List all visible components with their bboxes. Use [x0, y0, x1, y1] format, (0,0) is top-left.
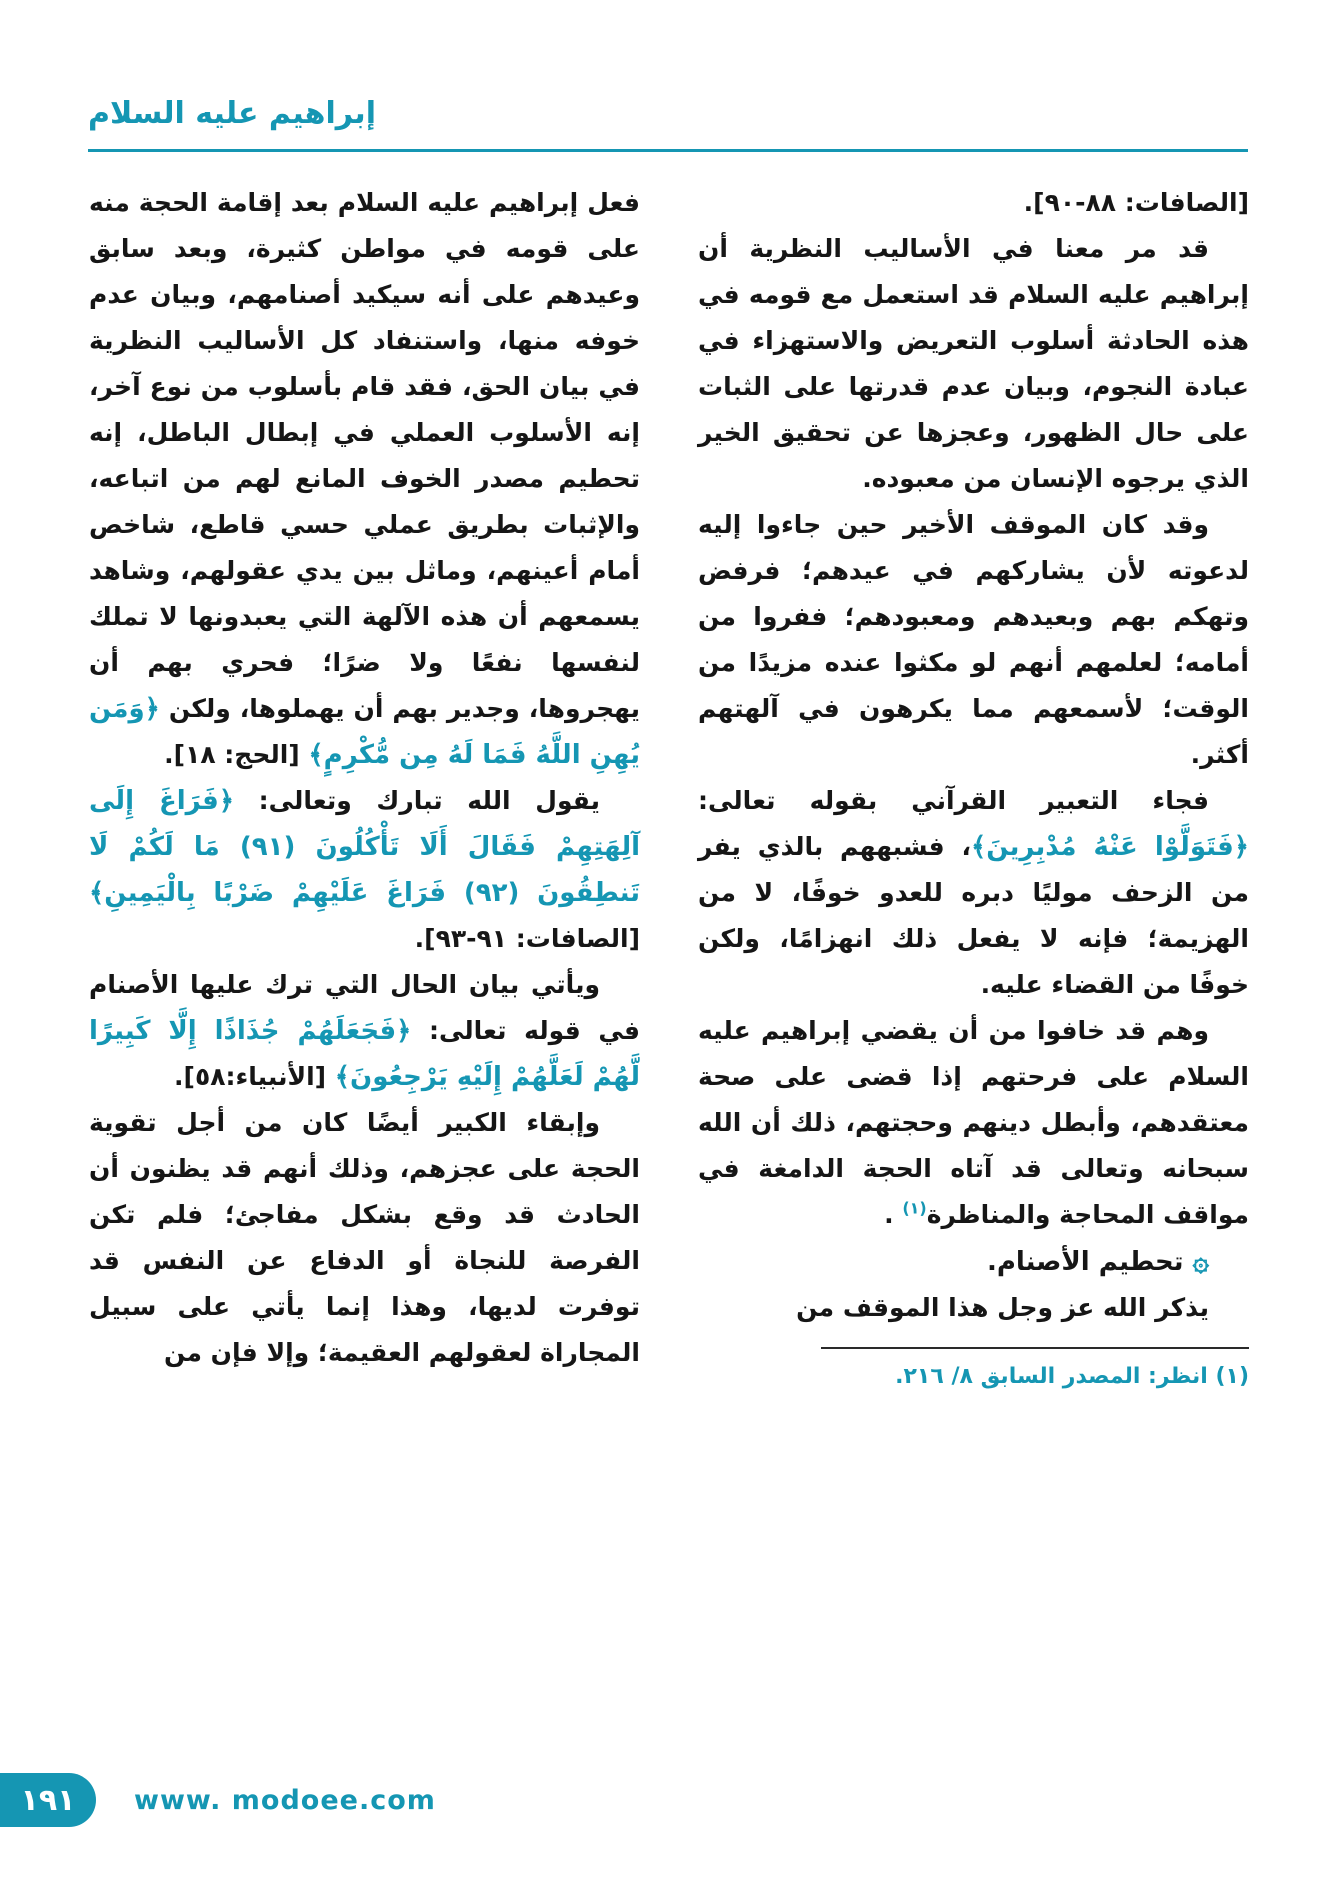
text-run: يذكر الله عز وجل هذا الموقف من — [796, 1293, 1209, 1322]
page-number: ١٩١ — [20, 1782, 76, 1818]
page-content — [79, 180, 1249, 1395]
verse-reference: [الأنبياء:٥٨]. — [174, 1062, 335, 1091]
paragraph — [79, 180, 640, 778]
chapter-title-calligraphy: إبراهيم عليه السلام — [88, 96, 376, 131]
section-heading — [698, 1238, 1249, 1285]
website-text: www. modoee.com — [134, 1784, 436, 1816]
text-run: وهم قد خافوا من أن يقضي إبراهيم عليه السلام على فرحتهم إذا قضى على صحة معتقدهم، وأبطل دينهم وحجتهم، ذلك أن الله سبحانه وتعالى قد آتاه الحجة الدامغة في مواقف المحاجة والمناظرة — [689, 1016, 1249, 1229]
paragraph — [698, 180, 1249, 226]
paragraph — [79, 962, 640, 1100]
text-run: تحطيم الأصنام. — [986, 1247, 1193, 1277]
text-run: قد مر معنا في الأساليب النظرية أن إبراهيم عليه السلام قد استعمل مع قومه في هذه الحادثة أسلوب التعريض والاستهزاء في عبادة النجوم، وبيان عدم قدرتها على الثبات على حال الظهور، وعجزها عن تحقيق الخير الذي يرجوه الإنسان من معبوده. — [689, 234, 1249, 493]
paragraph — [689, 778, 1249, 1008]
paragraph — [689, 226, 1249, 502]
verse-reference: [الصافات: ٨٨-٩٠]. — [1023, 188, 1249, 217]
text-run: فعل إبراهيم عليه السلام بعد إقامة الحجة منه على قومه في مواطن كثيرة، وبعد سابق وعيدهم على أنه سيكيد أصنامهم، وبيان عدم خوفه منها، واستنفاد كل الأساليب النظرية في بيان الحق، فقد قام بأسلوب من نوع آخر، إنه الأسلوب العملي في إبطال الباطل، إنه تحطيم مصدر الخوف المانع لهم من اتباعه، والإثبات بطريق عملي حسي قاطع، شاخص أمام أعينهم، وماثل بين يدي عقولهم، وشاهد يسمعهم أن هذه الآلهة التي يعبدونها لا تملك لنفسها نفعًا ولا ضرًا؛ فحري بهم أن يهجروها، وجدير بهم أن يهملوها، ولكن — [80, 188, 640, 723]
footnote-marker: (١) — [902, 1198, 927, 1218]
text-run: ، فشبههم بالذي يفر من الزحف موليًا دبره للعدو خوفًا، لا من الهزيمة؛ فإنه لا يفعل ذلك انهزامًا، ولكن خوفًا من القضاء عليه. — [689, 832, 1249, 999]
text-run: يقول الله تبارك وتعالى: — [234, 786, 600, 815]
header-divider — [88, 149, 1248, 152]
quran-verse: ﴿فَجَعَلَهُمْ جُذَاذًا إِلَّا كَبِيرًا لَّهُمْ لَعَلَّهُمْ إِلَيْهِ يَرْجِعُونَ﴾ — [79, 1016, 640, 1092]
text-run: فجاء التعبير القرآني بقوله تعالى: — [689, 786, 1209, 815]
left-column — [79, 180, 640, 1395]
page-footer — [0, 1773, 436, 1827]
right-column — [689, 180, 1249, 1395]
quran-verse: ﴿فَرَاغَ إِلَى آلِهَتِهِمْ فَقَالَ أَلَا تَأْكُلُونَ (٩١) مَا لَكُمْ لَا تَنطِقُونَ (٩٢) فَرَاغَ عَلَيْهِمْ ضَرْبًا بِالْيَمِينِ﴾ — [79, 786, 640, 908]
quran-verse: ﴿فَتَوَلَّوْا عَنْهُ مُدْبِرِينَ﴾ — [970, 832, 1249, 862]
paragraph — [689, 1008, 1249, 1238]
paragraph — [689, 502, 1249, 778]
footnote-number: (١) — [1207, 1364, 1249, 1389]
footnote — [698, 1359, 1249, 1395]
verse-reference: [الحج: ١٨]. — [164, 740, 309, 769]
text-run: ويأتي بيان الحال التي ترك عليها الأصنام في قوله تعالى: — [80, 970, 640, 1045]
footnote-text: انظر: المصدر السابق ٨/ ٢١٦. — [895, 1364, 1208, 1389]
quran-verse: ﴿وَمَن يُهِنِ اللَّهُ فَمَا لَهُ مِن مُّكْرِمٍ﴾ — [79, 694, 640, 770]
page-number-badge — [0, 1773, 96, 1827]
footnote-area — [698, 1347, 1249, 1395]
text-run: وقد كان الموقف الأخير حين جاءوا إليه لدعوته لأن يشاركهم في عيدهم؛ فرفض وتهكم بهم وبعيدهم ومعبودهم؛ ففروا من أمامه؛ لعلمهم أنهم لو مكثوا عنده مزيدًا من الوقت؛ لأسمعهم مما يكرهون في آلهتهم أكثر. — [689, 510, 1249, 769]
footnote-separator — [821, 1347, 1249, 1349]
text-run: وإبقاء الكبير أيضًا كان من أجل تقوية الحجة على عجزهم، وذلك أنهم قد يظنون أن الحادث قد وقع بشكل مفاجئ؛ فلم تكن الفرصة للنجاة أو الدفاع عن النفس قد توفرت لديها، وهذا إنما يأتي على سبيل المجاراة لعقولهم العقيمة؛ وإلا فإن من — [80, 1108, 640, 1367]
paragraph — [80, 1100, 640, 1376]
rub-el-hizb-ornament: ۞ — [1192, 1244, 1209, 1277]
paragraph — [79, 778, 640, 962]
paragraph — [698, 1285, 1249, 1331]
verse-reference: [الصافات: ٩١-٩٣]. — [80, 878, 640, 953]
text-run: . — [884, 1200, 903, 1229]
